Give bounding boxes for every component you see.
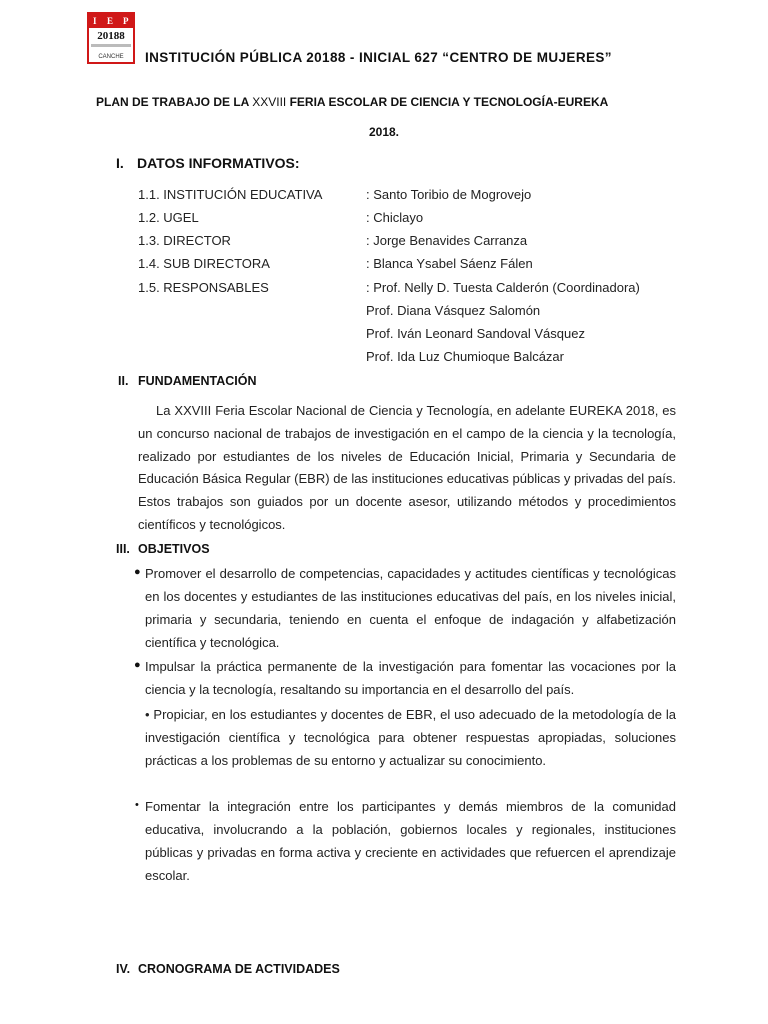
section-title: DATOS INFORMATIVOS: (137, 155, 300, 171)
info-value: Prof. Iván Leonard Sandoval Vásquez (366, 326, 585, 341)
section-title: FUNDAMENTACIÓN (138, 374, 257, 388)
logo-motto: CANCHE (98, 54, 124, 60)
info-label: 1.3. DIRECTOR (138, 233, 231, 248)
info-value: : Chiclayo (366, 210, 424, 225)
section-heading-datos (116, 155, 300, 171)
section-title: OBJETIVOS (138, 542, 210, 556)
section-heading-cronograma (116, 962, 340, 976)
section-number: II. (118, 374, 129, 388)
info-label: 1.5. RESPONSABLES (138, 280, 269, 295)
section-heading-objetivos (116, 542, 210, 556)
title-year: 2018. (368, 125, 400, 139)
info-value: Prof. Diana Vásquez Salomón (366, 303, 541, 318)
school-logo (87, 12, 135, 64)
section-number: I. (116, 155, 124, 171)
objective-item: Promover el desarrollo de competencias, capacidades y actitudes científicas y tecnológicas en los docentes y estudiantes de las instituciones educativas del país, en los niveles inicial, primaria y secundaria, teniendo en cuenta el enfoque de indagación y alfabetización científica y tecnológica. (145, 566, 676, 650)
logo-number: 20188 (97, 30, 125, 42)
info-label: 1.1. INSTITUCIÓN EDUCATIVA (138, 187, 323, 202)
title-roman: XXVIII (252, 95, 287, 109)
info-value: : Prof. Nelly D. Tuesta Calderón (Coordinadora) (366, 280, 640, 295)
info-value: Prof. Ida Luz Chumioque Balcázar (366, 349, 564, 364)
logo-letter: P (123, 16, 129, 26)
bullet-icon: • (135, 799, 139, 811)
bullet-icon: ● (134, 566, 141, 578)
title-prefix: PLAN DE TRABAJO DE LA (96, 95, 253, 109)
section-number: IV. (116, 962, 131, 976)
info-value: : Jorge Benavides Carranza (366, 233, 528, 248)
section-heading-fundamentacion (118, 374, 257, 388)
info-value: : Blanca Ysabel Sáenz Fálen (366, 256, 533, 271)
section-title: CRONOGRAMA DE ACTIVIDADES (138, 962, 340, 976)
objective-item: Impulsar la práctica permanente de la investigación para fomentar las vocaciones por la ciencia y la tecnología, resaltando su importancia en el desarrollo del país. (145, 659, 676, 697)
institution-header: INSTITUCIÓN PÚBLICA 20188 - INICIAL 627 “CENTRO DE MUJERES” (145, 50, 612, 65)
objective-item: Fomentar la integración entre los participantes y demás miembros de la comunidad educativa, involucrando a la población, gobiernos locales y regionales, instituciones públicas y privadas en forma activa y creciente en actividades que refuercen el aprendizaje escolar. (145, 799, 676, 883)
logo-letter: I (93, 16, 97, 26)
document-title (96, 95, 608, 109)
logo-letter: E (107, 16, 114, 26)
section-number: III. (116, 542, 130, 556)
logo-divider (91, 44, 131, 47)
info-label: 1.2. UGEL (138, 210, 199, 225)
info-value: : Santo Toribio de Mogrovejo (366, 187, 532, 202)
title-suffix: FERIA ESCOLAR DE CIENCIA Y TECNOLOGÍA-EUREKA (286, 95, 609, 109)
bullet-icon: ● (134, 659, 141, 671)
info-label: 1.4. SUB DIRECTORA (138, 256, 270, 271)
fundamentacion-paragraph: La XXVIII Feria Escolar Nacional de Ciencia y Tecnología, en adelante EUREKA 2018, es un concurso nacional de trabajos de investigación en el campo de la ciencia y la tecnología, realizado por estudiantes de los niveles de Educación Inicial, Primaria y Secundaria de Educación Básica Regular (EBR) de las instituciones educativas públicas y privadas del país. Estos trabajos son guiados por un docente asesor, utilizando métodos y procedimientos científicos y tecnológicos. (138, 403, 676, 532)
objective-item: • Propiciar, en los estudiantes y docentes de EBR, el uso adecuado de la metodología de la investigación científica y tecnológica para obtener respuestas apropiadas, soluciones prácticas a los problemas de su entorno y actualizar su conocimiento. (145, 707, 676, 768)
